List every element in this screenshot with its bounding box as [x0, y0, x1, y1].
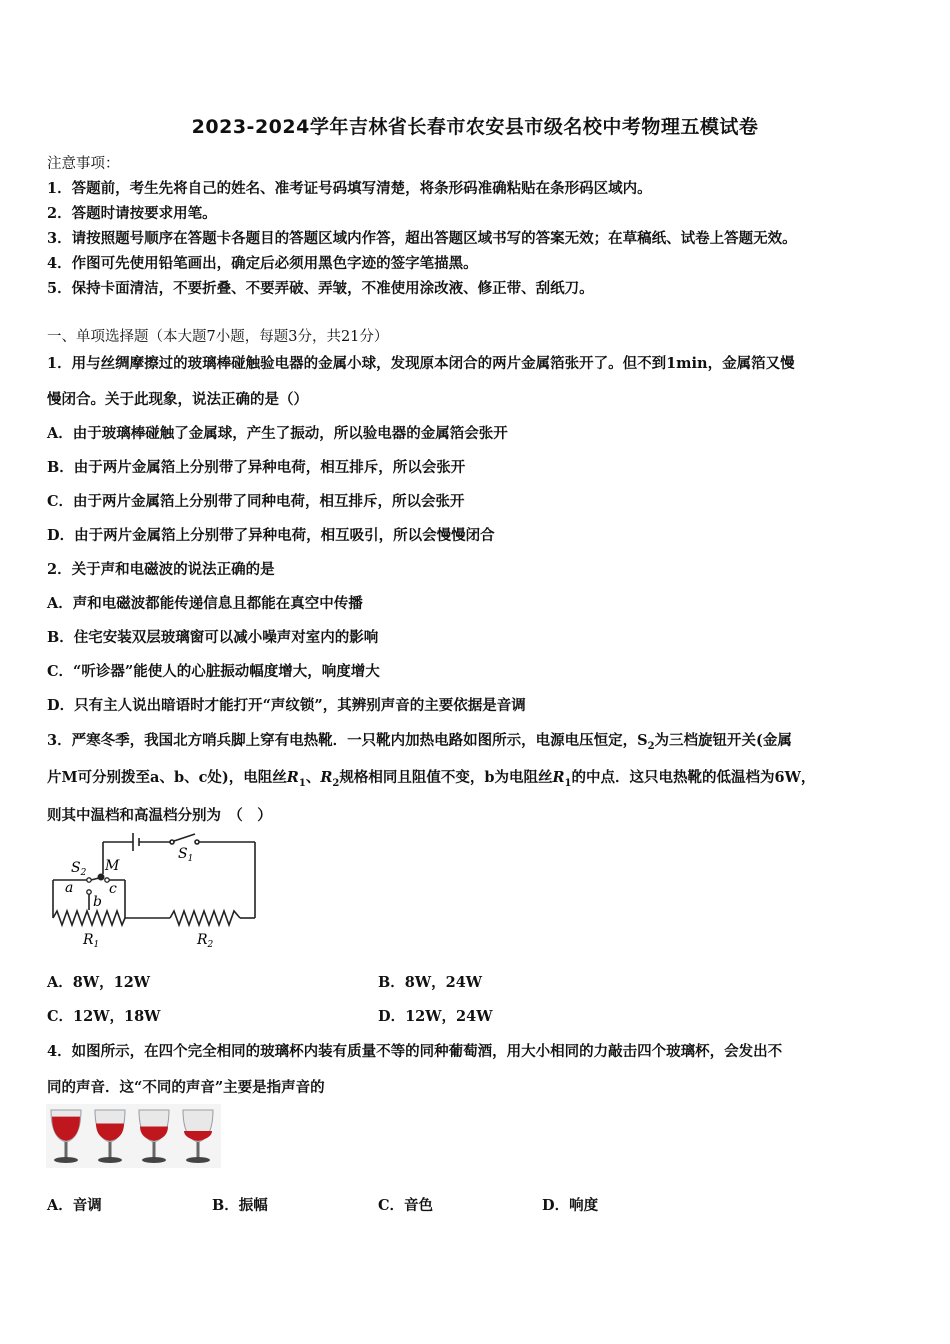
q2-option-b: B．住宅安装双层玻璃窗可以减小噪声对室内的影响 [47, 629, 379, 646]
label-m: M [105, 858, 120, 874]
q3-option-b: B．8W，24W [378, 974, 483, 991]
label-s1: $S_1$ [178, 846, 194, 864]
q1-option-b: B．由于两片金属箔上分别带了异种电荷，相互排斥，所以会张开 [47, 459, 466, 476]
q3-stem-cont: 片M可分别拨至a、b、c处)，电阻丝$R_1$、$R_2$规格相同且阻值不变，b为电阻丝$R_1$的中点．这只电热靴的低温档为6W， [47, 769, 816, 789]
wine-glasses-figure [46, 1104, 221, 1168]
q4-stem: 4．如图所示，在四个完全相同的玻璃杯内装有质量不等的同种葡萄酒，用大小相同的力敲击四个玻璃杯，会发出不 [47, 1043, 783, 1060]
section-heading: 一、单项选择题（本大题7小题，每题3分，共21分） [47, 329, 389, 345]
notice-item: 1．答题前，考生先将自己的姓名、准考证号码填写清楚，将条形码准确粘贴在条形码区域内。 [47, 180, 652, 197]
q2-stem: 2．关于声和电磁波的说法正确的是 [47, 561, 275, 578]
label-a: a [65, 880, 74, 896]
q2-option-a: A．声和电磁波都能传递信息且都能在真空中传播 [47, 595, 363, 612]
q3-option-c: C．12W，18W [47, 1008, 161, 1025]
notice-item: 3．请按照题号顺序在答题卡各题目的答题区域内作答，超出答题区域书写的答案无效；在草稿纸、试卷上答题无效。 [47, 230, 797, 247]
q3-option-a: A．8W，12W [47, 974, 151, 991]
notice-item: 2．答题时请按要求用笔。 [47, 205, 217, 222]
notice-item: 5．保持卡面清洁，不要折叠、不要弄破、弄皱，不准使用涂改液、修正带、刮纸刀。 [47, 280, 594, 297]
page-title: 2023-2024学年吉林省长春市农安县市级名校中考物理五模试卷 [191, 116, 759, 138]
q4-option-a: A．音调 [47, 1197, 102, 1214]
resistor-r2 [170, 911, 240, 925]
switch-s2-pivot [98, 874, 105, 881]
q4-option-d: D．响度 [542, 1197, 599, 1214]
notice-item: 4．作图可先使用铅笔画出，确定后必须用黑色字迹的签字笔描黑。 [47, 255, 478, 272]
circuit-diagram [45, 830, 265, 950]
q4-option-b: B．振幅 [212, 1197, 268, 1214]
switch-s1-blade [174, 834, 195, 841]
q3-stem: 3．严寒冬季，我国北方哨兵脚上穿有电热靴．一只靴内加热电路如图所示，电源电压恒定，$S_2$为三档旋钮开关(金属 [47, 732, 792, 752]
q1-stem: 1．用与丝绸摩擦过的玻璃棒碰触验电器的金属小球，发现原本闭合的两片金属箔张开了。但不到1min，金属箔又慢 [47, 355, 795, 372]
label-r2: $R_2$ [197, 932, 214, 950]
q1-option-c: C．由于两片金属箔上分别带了同种电荷，相互排斥，所以会张开 [47, 493, 465, 510]
label-s2: $S_2$ [71, 860, 87, 878]
q2-option-d: D．只有主人说出暗语时才能打开“声纹锁”，其辨别声音的主要依据是音调 [47, 697, 526, 714]
q4-stem-cont: 同的声音．这“不同的声音”主要是指声音的 [47, 1079, 325, 1096]
q1-stem-cont: 慢闭合。关于此现象，说法正确的是（） [47, 391, 308, 408]
label-c: c [109, 881, 117, 897]
q1-option-d: D．由于两片金属箔上分别带了异种电荷，相互吸引，所以会慢慢闭合 [47, 527, 495, 544]
q4-option-c: C．音色 [378, 1197, 434, 1214]
q2-option-c: C．“听诊器”能使人的心脏振动幅度增大，响度增大 [47, 663, 380, 680]
label-r1: $R_1$ [83, 932, 100, 950]
q3-stem-end: 则其中温档和高温档分别为 （ ） [47, 807, 272, 824]
resistor-r1 [53, 911, 125, 925]
q1-option-a: A．由于玻璃棒碰触了金属球，产生了振动，所以验电器的金属箔会张开 [47, 425, 508, 442]
q3-option-d: D．12W，24W [378, 1008, 493, 1025]
label-b: b [93, 894, 102, 910]
notice-heading: 注意事项： [47, 156, 120, 172]
